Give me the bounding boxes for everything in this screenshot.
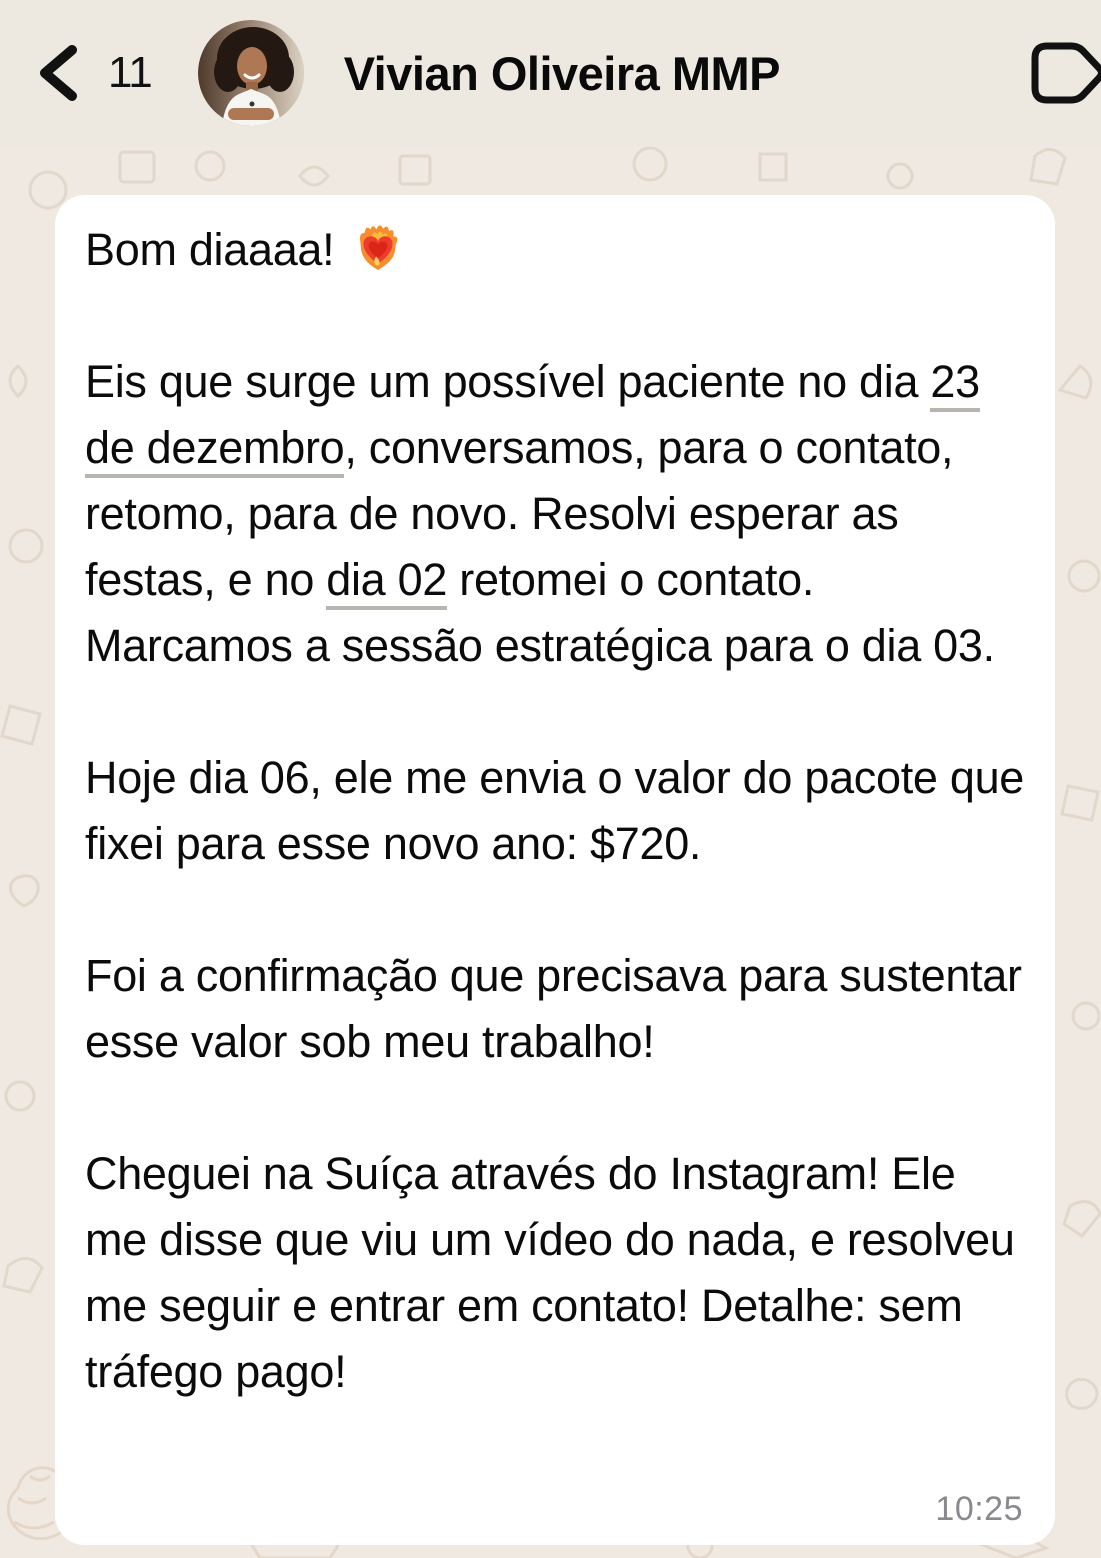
- contact-profile-photo: [198, 20, 304, 126]
- chat-area: [0, 146, 1101, 1558]
- text-segment: Bom diaaaa!: [85, 224, 347, 275]
- video-call-button[interactable]: [1029, 41, 1101, 105]
- text-segment: Foi a confirmação que precisava para sustentar esse valor sob meu trabalho!: [85, 950, 1022, 1067]
- unread-count-badge: 11: [108, 48, 152, 97]
- chat-header: [0, 0, 1101, 146]
- detected-date-link[interactable]: dia 02: [326, 554, 447, 610]
- message-paragraph: [85, 745, 1025, 877]
- message-paragraph: [85, 1141, 1025, 1405]
- message-paragraph: [85, 943, 1025, 1075]
- text-segment: Cheguei na Suíça através do Instagram! Ele me disse que viu um vídeo do nada, e resolveu me seguir e entrar em contato! Detalhe: sem tráfego pago!: [85, 1148, 1015, 1397]
- message-bubble[interactable]: [55, 195, 1055, 1545]
- message-paragraph: [85, 349, 1025, 679]
- text-segment: , conversamos, para o contato, retomo, para de novo. Resolvi esperar as festas, e no: [85, 422, 954, 605]
- back-button[interactable]: [36, 44, 152, 102]
- avatar[interactable]: [198, 20, 304, 126]
- video-camera-icon: [1035, 46, 1101, 100]
- text-segment: Eis que surge um possível paciente no dia: [85, 356, 931, 407]
- message-paragraph: [85, 217, 1025, 283]
- contact-name[interactable]: Vivian Oliveira MMP: [343, 46, 780, 100]
- message-timestamp: 10:25: [935, 1490, 1023, 1528]
- chevron-left-icon: [36, 44, 80, 102]
- message-text: [85, 217, 1025, 1405]
- text-segment: retomei o contato. Marcamos a sessão estratégica para o dia 03.: [85, 554, 995, 671]
- text-segment: Hoje dia 06, ele me envia o valor do pacote que fixei para esse novo ano: $720.: [85, 752, 1025, 869]
- heart-on-fire-emoji: [351, 221, 405, 275]
- detected-date-link[interactable]: 23 de dezembro: [85, 356, 980, 478]
